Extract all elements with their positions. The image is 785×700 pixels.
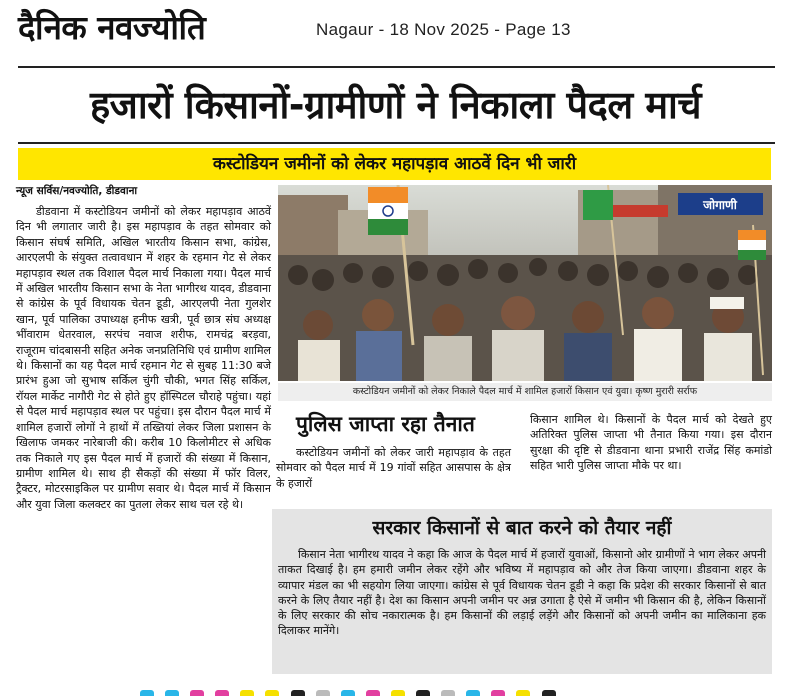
box-body <box>278 547 766 639</box>
article-body-2: कस्टोडियन जमीनों को लेकर जारी महापड़ाव के तहत सोमवार को पैदल मार्च में 19 गांवों सहित आसपास के क्षेत्र के हजारों <box>276 446 511 490</box>
article-column-2 <box>276 445 511 491</box>
color-registration-strip <box>140 681 700 687</box>
registration-dot <box>165 690 179 696</box>
edition-label: Nagaur - 18 Nov 2025 - Page 13 <box>316 20 571 39</box>
registration-dot <box>366 690 380 696</box>
registration-dot <box>140 690 154 696</box>
registration-dot <box>542 690 556 696</box>
article-body-1: डीडवाना में कस्टोडियन जमीनों को लेकर महापड़ाव आठवें दिन भी लगातार जारी है। इस महापड़ाव के तहत सोमवार को किसान संघर्ष समिति, अखिल भारतीय किसान सभा, कांग्रेस, आरएलपी के संयुक्त तत्वावधान में शहर के रहमान गेट से लेकर महापड़ाव स्थल तक विशाल पैदल मार्च निकाला गया। पैदल मार्च में अखिल भारतीय किसान सभा के नेता भागीरथ यादव, डीडवाना से कांग्रेस के पूर्व विधायक चेतन डूडी, आरएलपी नेता गुलशेर खान, पूर्व पालिका उपाध्यक्ष हनीफ खत्री, पूर्व छात्र संघ अध्यक्ष भींवाराम धेतरवाल, सरपंच नवाज शरीफ, रामचंद्र बरड़वा, राजूराम चांदबासनी सहित अनेक जनप्रतिनिधि एवं ग्रामीण शामिल थे। किसानों का यह पैदल मार्च रहमान गेट से सुबह 11:30 बजे प्रारंभ हुआ जो सुभाष सर्किल चुंगी चौकी, भगत सिंह सर्किल, रॉयल मार्केट नागौरी गेट से होते हुए हॉस्पिटल चौराहे पहुंचा। यहां से पैदल मार्च महापड़ाव स्थल पर पहुंचा। इस दौरान पैदल मार्च में शामिल हजारों लोगों ने हाथों में तख्तियां लेकर जिला प्रशासन के खिलाफ जमकर नारेबाजी की। करीब 10 किलोमीटर से अधिक तक निकाले गए इस पैदल मार्च में हजारों की संख्या में किसान, ग्रामीण शामिल थे। साथ ही सैकड़ों की संख्या में फॉर विलर, ट्रैक्टर, मोटरसाइकिल पर ग्रामीण सवार थे। पैदल मार्च में किसान और युवा जिला कलक्टर का पुतला लेकर साथ चल रहे थे। <box>16 205 271 511</box>
article-column-1 <box>16 204 271 512</box>
box-body-text: किसान नेता भागीरथ यादव ने कहा कि आज के पैदल मार्च में हजारों युवाओं, किसानो ओर ग्रामीणों ने भाग लेकर अपनी ताकत दिखाई है। हम हमारी जमीन लेकर रहेंगे और भविष्य में महापड़ाव को और तेज किया जाएगा। डीडवाना शहर के व्यापार मंडल का भी सहयोग लिया जाएगा। कांग्रेस से पूर्व विधायक चेतन डूडी ने कहा कि प्रदेश की सरकार किसानों से बात करने के लिए तैयार नहीं है। देश का किसान अपनी जमीन पर अन्न उगाता है ऐसे में जमीन भी किसान की है, लेकिन किसानों के लिए सरकार की सोच नकारात्मक है। हम किसानों की लड़ाई लड़ेंगे और किसानों को अपनी जमीन का मालिकाना हक दिलाकर मानेंगे। <box>278 548 766 638</box>
registration-dot <box>416 690 430 696</box>
rally-photo-illustration <box>278 185 772 381</box>
article-column-3 <box>530 412 772 474</box>
registration-dot <box>190 690 204 696</box>
registration-dot <box>391 690 405 696</box>
police-subhead: पुलिस जाप्ता रहा तैनात <box>296 412 475 436</box>
headline: हजारों किसानों-ग्रामीणों ने निकाला पैदल मार्च <box>89 83 702 127</box>
registration-dot <box>265 690 279 696</box>
registration-dot <box>291 690 305 696</box>
subheadline: कस्टोडियन जमीनों को लेकर महापड़ाव आठवें दिन भी जारी <box>18 148 771 180</box>
box-title: सरकार किसानों से बात करने को तैयार नहीं <box>372 517 672 539</box>
registration-dot <box>240 690 254 696</box>
photo-caption: कस्टोडियन जमीनों को लेकर निकाले पैदल मार्च में शामिल हजारों किसान एवं युवा। कृष्ण मुरारी सर्राफ <box>278 383 772 401</box>
dateline: न्यूज सर्विस/नवज्योति, डीडवाना <box>16 185 138 197</box>
registration-dot <box>466 690 480 696</box>
registration-dot <box>341 690 355 696</box>
registration-dot <box>441 690 455 696</box>
top-rule <box>18 66 775 68</box>
registration-dot <box>215 690 229 696</box>
registration-dot <box>516 690 530 696</box>
shop-sign: जोगाणी <box>703 198 737 212</box>
registration-dot <box>491 690 505 696</box>
rally-photo <box>278 185 772 381</box>
registration-dot <box>316 690 330 696</box>
headline-rule <box>18 142 775 144</box>
article-body-3: किसान शामिल थे। किसानों के पैदल मार्च को देखते हुए अतिरिक्त पुलिस जाप्ता भी तैनात किया गया। इस दौरान सुरक्षा की दृष्टि से डीडवाना थाना प्रभारी राजेंद्र सिंह कमांडो सहित भारी पुलिस जाप्ता मौके पर था। <box>530 413 772 473</box>
masthead-title: दैनिक नवज्योति <box>18 8 206 47</box>
